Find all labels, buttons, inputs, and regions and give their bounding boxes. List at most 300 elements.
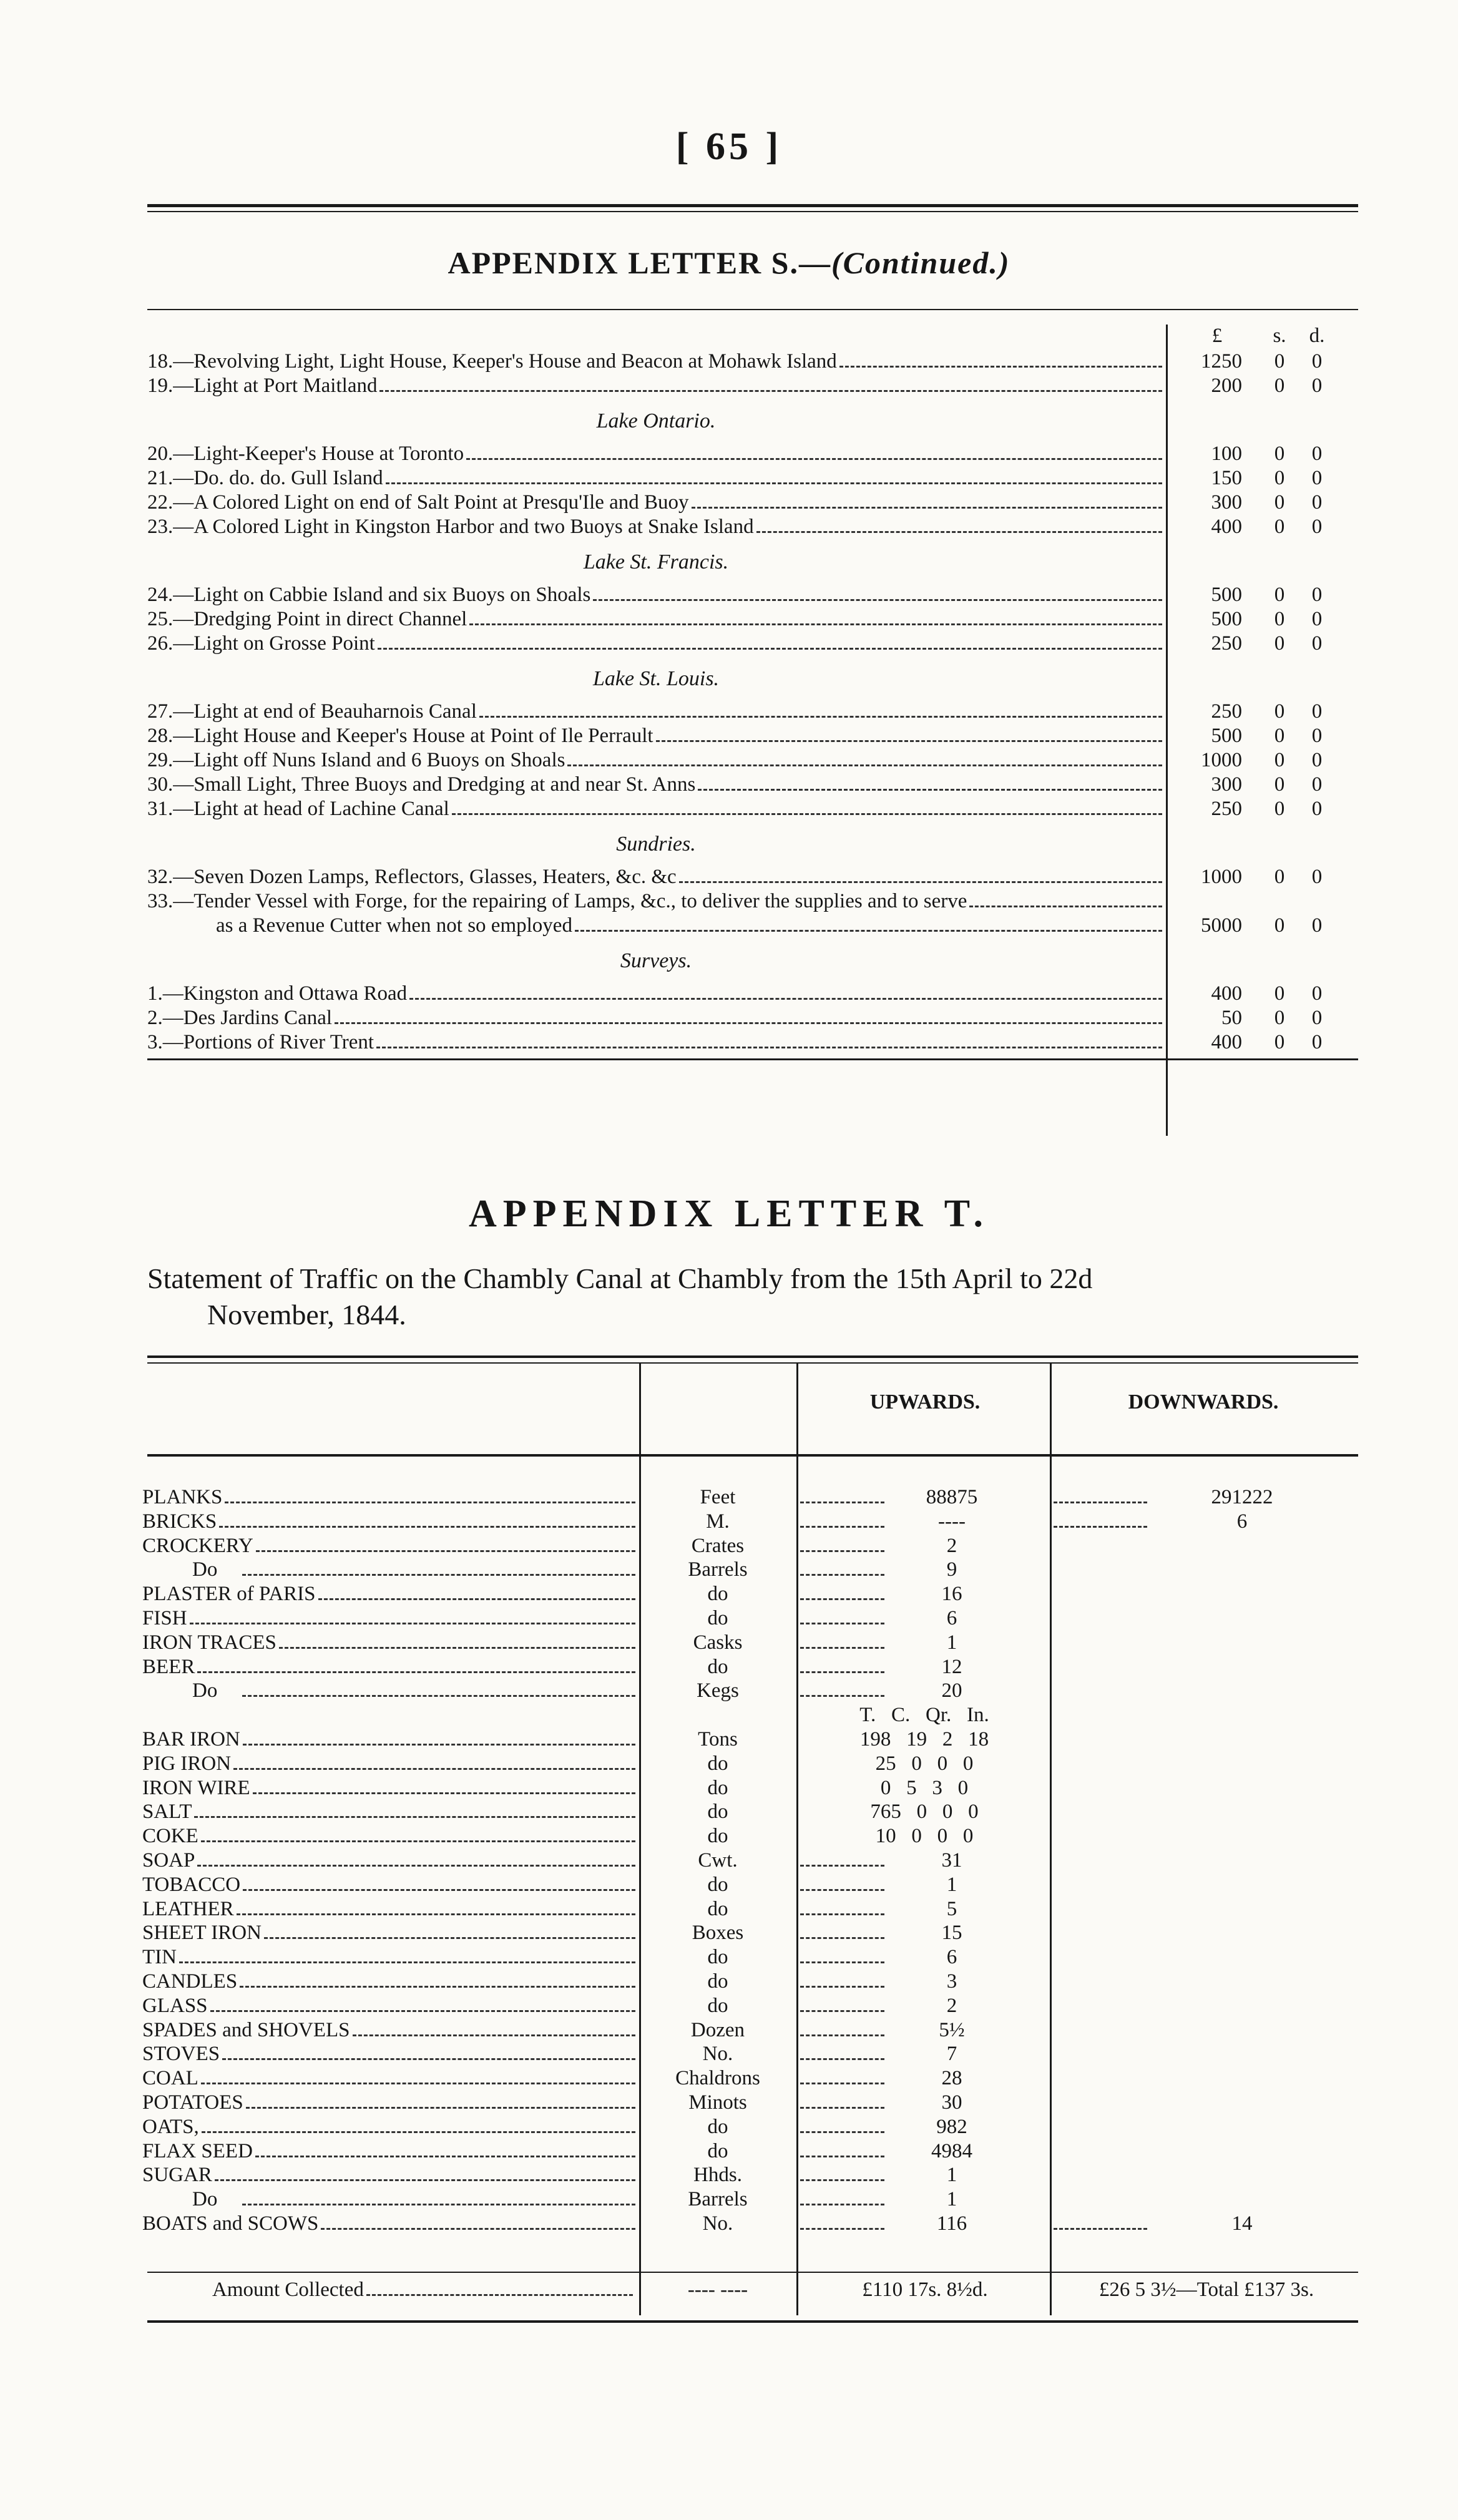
- amount-pounds: 50: [1221, 1007, 1242, 1029]
- total-downwards: £26 5 3½—Total £137 3s.: [1098, 2278, 1314, 2301]
- amount-pounds: 1250: [1201, 350, 1242, 373]
- amount-shillings: 0: [1274, 491, 1285, 514]
- item-name: POTATOES: [142, 2091, 243, 2114]
- currency-header-0: £: [1211, 325, 1223, 347]
- section-heading: Lake St. Louis.: [592, 667, 720, 690]
- leader-dots: [202, 2131, 635, 2133]
- traffic-top-rule: [147, 1355, 1358, 1358]
- total-unit: ---- ----: [687, 2278, 748, 2301]
- traffic-unit: Minots: [688, 2091, 747, 2114]
- appendix-s-title-italic: (Continued.): [831, 245, 1010, 280]
- amount-pence: 0: [1311, 700, 1323, 723]
- amount-shillings: 0: [1274, 773, 1285, 796]
- traffic-item: [142, 1873, 635, 1897]
- amount-shillings: 0: [1274, 608, 1285, 630]
- item-name: BOATS and SCOWS: [142, 2212, 319, 2235]
- upwards-leader: [800, 1865, 884, 1867]
- leader-dots: [240, 1986, 635, 1988]
- currency-header-2: d.: [1309, 325, 1325, 347]
- upwards-leader: [800, 1574, 884, 1576]
- item-name: BEER: [142, 1655, 195, 1678]
- traffic-item: [142, 1848, 635, 1873]
- upwards-value: 7: [946, 2043, 957, 2066]
- appendix-s-bottom-rule: [147, 1058, 1358, 1060]
- row-text: 26.—Light on Grosse Point: [147, 632, 375, 655]
- appendix-s-row: [147, 865, 1165, 889]
- amount-pounds: 300: [1211, 491, 1242, 514]
- amount-pence: 0: [1311, 914, 1323, 937]
- leader-dots: [479, 716, 1162, 718]
- amount-pence: 0: [1311, 866, 1323, 888]
- traffic-item: [142, 1606, 635, 1631]
- leader-dots: [179, 1961, 635, 1963]
- traffic-unit: Casks: [693, 1631, 743, 1654]
- section-heading: Sundries.: [616, 833, 696, 856]
- row-text: 25.—Dredging Point in direct Channel: [147, 608, 467, 630]
- upwards-value: ----: [938, 1510, 966, 1533]
- upwards-leader: [800, 1526, 884, 1528]
- traffic-unit: Dozen: [690, 2018, 745, 2041]
- upwards-leader: [800, 1961, 884, 1963]
- item-name: GLASS: [142, 1994, 208, 2017]
- amount-pence: 0: [1311, 491, 1323, 514]
- row-text: 21.—Do. do. do. Gull Island: [147, 467, 383, 489]
- upwards-value: 88875: [926, 1486, 978, 1508]
- upwards-value: 10 0 0 0: [875, 1825, 974, 1848]
- upwards-value: 0 5 3 0: [880, 1776, 969, 1799]
- amount-shillings: 0: [1274, 374, 1285, 397]
- upwards-value: 1: [946, 2164, 957, 2187]
- leader-dots: [197, 1671, 635, 1673]
- upwards-value: 9: [946, 1558, 957, 1581]
- section-heading: Surveys.: [620, 949, 692, 972]
- appendix-s-title-text: APPENDIX LETTER S.—: [448, 245, 831, 280]
- total-label-text: Amount Collected: [212, 2278, 364, 2301]
- row-text: 1.—Kingston and Ottawa Road: [147, 982, 408, 1005]
- appendix-s-row: [147, 607, 1165, 631]
- item-name: TIN: [142, 1946, 177, 1969]
- leader-dots: [219, 1526, 635, 1528]
- appendix-s-row: [147, 724, 1165, 748]
- leader-dots: [194, 1816, 635, 1818]
- amount-shillings: 0: [1274, 632, 1285, 655]
- upwards-value: 31: [941, 1849, 962, 1872]
- amount-shillings: 0: [1274, 1007, 1285, 1029]
- leader-dots: [452, 813, 1162, 815]
- upwards-leader: [800, 2034, 884, 2036]
- traffic-item: [142, 1824, 635, 1848]
- traffic-item: [142, 1534, 635, 1558]
- traffic-unit: do: [707, 1752, 728, 1775]
- traffic-unit: do: [707, 1873, 728, 1896]
- amount-pounds: 500: [1211, 725, 1242, 747]
- leader-dots: [839, 366, 1162, 368]
- amount-pounds: 400: [1211, 982, 1242, 1005]
- appendix-t-title: APPENDIX LETTER T.: [469, 1193, 989, 1235]
- traffic-item: [142, 1558, 635, 1582]
- traffic-unit: Boxes: [692, 1922, 744, 1945]
- item-name: CANDLES: [142, 1970, 238, 1993]
- row-text: 28.—Light House and Keeper's House at Point of Ile Perrault: [147, 725, 653, 747]
- row-text: 33.—Tender Vessel with Forge, for the repairing of Lamps, &c., to deliver the supplies and to serve: [147, 890, 967, 912]
- row-text: 22.—A Colored Light on end of Salt Point at Presqu'Ile and Buoy: [147, 491, 689, 514]
- bottom-rule: [147, 2320, 1358, 2323]
- leader-dots: [376, 1047, 1162, 1048]
- traffic-item: [142, 2212, 635, 2236]
- upwards-value: 4984: [931, 2139, 972, 2162]
- traffic-unit: Cwt.: [698, 1849, 738, 1872]
- leader-dots: [567, 764, 1162, 766]
- appendix-s-row: [147, 982, 1165, 1005]
- amount-shillings: 0: [1274, 749, 1285, 771]
- traffic-unit: do: [707, 1825, 728, 1848]
- traffic-item: [142, 1800, 635, 1824]
- leader-dots: [201, 2083, 635, 2084]
- leader-dots: [593, 599, 1162, 601]
- traffic-unit: Crates: [691, 1534, 745, 1557]
- traffic-unit: Hhds.: [693, 2164, 742, 2187]
- item-name: STOVES: [142, 2043, 220, 2066]
- traffic-top-rule-thin: [147, 1362, 1358, 1364]
- appendix-s-row: [147, 491, 1165, 514]
- leader-dots: [210, 2010, 635, 2012]
- downwards-value: 291222: [1211, 1486, 1273, 1508]
- item-name: FISH: [142, 1607, 187, 1629]
- traffic-unit: do: [707, 1946, 728, 1969]
- amount-pounds: 500: [1211, 608, 1242, 630]
- amount-pence: 0: [1311, 632, 1323, 655]
- upwards-value: 12: [941, 1655, 962, 1678]
- traffic-item: [142, 1945, 635, 1970]
- traffic-unit: Feet: [700, 1486, 736, 1508]
- upwards-value: 25 0 0 0: [875, 1752, 974, 1775]
- upwards-value: 16: [941, 1583, 962, 1606]
- traffic-unit: Tons: [698, 1728, 738, 1751]
- upwards-leader: [800, 2083, 884, 2084]
- downwards-leader: [1054, 1526, 1147, 1528]
- upwards-leader: [800, 1647, 884, 1649]
- item-name: SOAP: [142, 1849, 195, 1872]
- amount-shillings: 0: [1274, 725, 1285, 747]
- item-name: Do: [192, 1679, 218, 1702]
- amount-shillings: 0: [1274, 442, 1285, 465]
- item-name: SHEET IRON: [142, 1922, 262, 1945]
- amount-shillings: 0: [1274, 584, 1285, 606]
- row-text: 3.—Portions of River Trent: [147, 1031, 374, 1053]
- traffic-unit: do: [707, 1970, 728, 1993]
- traffic-unit: do: [707, 1583, 728, 1606]
- upwards-leader: [800, 2204, 884, 2205]
- col-upwards-header: UPWARDS.: [869, 1390, 981, 1414]
- upwards-leader: [800, 1623, 884, 1624]
- traffic-item: [142, 1631, 635, 1655]
- amount-pounds: 250: [1211, 700, 1242, 723]
- appendix-s-row: [216, 914, 1165, 937]
- appendix-s-row: [147, 515, 1165, 539]
- traffic-item: [142, 1582, 635, 1606]
- traffic-item: [142, 2066, 635, 2091]
- traffic-unit: do: [707, 2139, 728, 2162]
- traffic-unit: Kegs: [697, 1679, 739, 1702]
- item-name: IRON TRACES: [142, 1631, 276, 1654]
- traffic-item: [142, 1485, 635, 1510]
- traffic-item: [142, 1679, 635, 1703]
- leader-dots: [256, 1550, 635, 1552]
- amount-pence: 0: [1311, 350, 1323, 373]
- upwards-leader: [800, 1986, 884, 1988]
- upwards-value: 2: [946, 1534, 957, 1557]
- upwards-value: 5: [946, 1897, 957, 1920]
- item-name: SUGAR: [142, 2164, 212, 2187]
- downwards-leader: [1054, 1502, 1147, 1503]
- leader-dots: [335, 1022, 1162, 1024]
- leader-dots: [190, 1623, 635, 1624]
- leader-dots: [756, 531, 1162, 533]
- amount-shillings: 0: [1274, 1031, 1285, 1053]
- amount-pounds: 1000: [1201, 749, 1242, 771]
- traffic-item: [142, 1970, 635, 1994]
- top-rule: [147, 204, 1358, 207]
- item-name: IRON WIRE: [142, 1776, 250, 1799]
- upwards-leader: [800, 2107, 884, 2109]
- downwards-value: 6: [1236, 1510, 1248, 1533]
- traffic-unit: Barrels: [688, 1558, 748, 1581]
- row-text: 20.—Light-Keeper's House at Toronto: [147, 442, 464, 465]
- row-text: 23.—A Colored Light in Kingston Harbor and two Buoys at Snake Island: [147, 515, 754, 538]
- traffic-unit: do: [707, 1897, 728, 1920]
- traffic-item: [142, 1727, 635, 1752]
- amount-pounds: 200: [1211, 374, 1242, 397]
- divider-unit: [639, 1364, 641, 2315]
- upwards-leader: [800, 1695, 884, 1697]
- leader-dots: [225, 1502, 635, 1503]
- traffic-unit: do: [707, 1655, 728, 1678]
- traffic-unit: Barrels: [688, 2188, 748, 2211]
- traffic-item: [142, 2018, 635, 2043]
- amount-pence: 0: [1311, 608, 1323, 630]
- leader-dots: [253, 1792, 635, 1794]
- divider-downwards: [1050, 1364, 1052, 2315]
- leader-dots: [409, 998, 1162, 1000]
- leader-dots: [378, 648, 1162, 650]
- statement-line-2: November, 1844.: [207, 1299, 406, 1331]
- divider-upwards: [796, 1364, 798, 2315]
- item-name: TOBACCO: [142, 1873, 241, 1896]
- leader-dots: [242, 1695, 635, 1697]
- upwards-value: 20: [941, 1679, 962, 1702]
- traffic-unit: No.: [702, 2212, 733, 2235]
- leader-dots: [201, 1840, 635, 1842]
- upwards-leader: [800, 1937, 884, 1939]
- leader-dots: [243, 1889, 635, 1891]
- upwards-leader: [800, 1889, 884, 1891]
- upwards-value: 1: [946, 1631, 957, 1654]
- upwards-leader: [800, 2058, 884, 2060]
- total-upwards: £110 17s. 8½d.: [862, 2278, 988, 2301]
- amount-pence: 0: [1311, 467, 1323, 489]
- appendix-s-row: [147, 889, 1165, 913]
- leader-dots: [237, 1913, 635, 1915]
- appendix-s-row: [147, 700, 1165, 723]
- downwards-leader: [1054, 2228, 1147, 2230]
- traffic-unit: do: [707, 1994, 728, 2017]
- row-text: 19.—Light at Port Maitland: [147, 374, 378, 397]
- upwards-value: 30: [941, 2091, 962, 2114]
- leader-dots: [469, 623, 1162, 625]
- leader-dots: [386, 482, 1162, 484]
- upwards-leader: [800, 1550, 884, 1552]
- traffic-unit: do: [707, 1776, 728, 1799]
- row-text: 24.—Light on Cabbie Island and six Buoys on Shoals: [147, 584, 591, 606]
- traffic-item: [142, 1752, 635, 1776]
- amount-pounds: 100: [1211, 442, 1242, 465]
- leader-dots: [969, 906, 1162, 907]
- money-column-divider: [1166, 325, 1168, 1136]
- traffic-unit: M.: [706, 1510, 730, 1533]
- traffic-item: [142, 2163, 635, 2187]
- upwards-value: 3: [946, 1970, 957, 1993]
- traffic-item: [142, 1776, 635, 1800]
- row-text: 29.—Light off Nuns Island and 6 Buoys on Shoals: [147, 749, 565, 771]
- upwards-value: 2: [946, 1994, 957, 2017]
- traffic-item: [142, 2091, 635, 2115]
- upwards-value: 116: [936, 2212, 967, 2235]
- upwards-value: 6: [946, 1607, 957, 1629]
- amount-pence: 0: [1311, 725, 1323, 747]
- amount-pence: 0: [1311, 749, 1323, 771]
- item-name: PLANKS: [142, 1486, 223, 1508]
- amount-shillings: 0: [1274, 515, 1285, 538]
- appendix-s-row: [147, 797, 1165, 821]
- row-text: 2.—Des Jardins Canal: [147, 1007, 333, 1029]
- leader-dots: [242, 1574, 635, 1576]
- appendix-t-statement: [147, 1261, 1358, 1333]
- row-text: 31.—Light at head of Lachine Canal: [147, 798, 449, 820]
- leader-dots: [321, 2228, 635, 2230]
- upwards-leader: [800, 2131, 884, 2133]
- leader-dots: [233, 1768, 635, 1770]
- amount-pounds: 1000: [1201, 866, 1242, 888]
- amount-pence: 0: [1311, 798, 1323, 820]
- amount-pence: 0: [1311, 982, 1323, 1005]
- item-name: COAL: [142, 2067, 198, 2090]
- traffic-unit: do: [707, 1800, 728, 1824]
- amount-shillings: 0: [1274, 982, 1285, 1005]
- traffic-item: [142, 1994, 635, 2018]
- row-text: 32.—Seven Dozen Lamps, Reflectors, Glasses, Heaters, &c. &c: [147, 866, 677, 888]
- leader-dots: [318, 1598, 635, 1600]
- appendix-s-row: [147, 466, 1165, 490]
- item-name: BRICKS: [142, 1510, 217, 1533]
- traffic-header-rule: [147, 1454, 1358, 1457]
- item-name: BAR IRON: [142, 1728, 240, 1751]
- item-name: SPADES and SHOVELS: [142, 2018, 350, 2041]
- leader-dots: [575, 930, 1162, 932]
- amount-pounds: 150: [1211, 467, 1242, 489]
- upwards-value: 5½: [939, 2018, 965, 2041]
- amount-pence: 0: [1311, 1031, 1323, 1053]
- amount-pence: 0: [1311, 442, 1323, 465]
- upwards-leader: [800, 2179, 884, 2181]
- appendix-s-row: [147, 349, 1165, 373]
- row-text: 30.—Small Light, Three Buoys and Dredging at and near St. Anns: [147, 773, 696, 796]
- traffic-item: [142, 2115, 635, 2139]
- amount-pounds: 250: [1211, 632, 1242, 655]
- leader-dots: [215, 2179, 635, 2181]
- traffic-item: [142, 1655, 635, 1679]
- upwards-leader: [800, 1671, 884, 1673]
- currency-header-1: s.: [1273, 325, 1286, 347]
- leader-dots: [243, 1744, 635, 1746]
- traffic-item: [142, 2139, 635, 2164]
- row-text: as a Revenue Cutter when not so employed: [216, 914, 572, 937]
- page-number: [ 65 ]: [675, 125, 783, 168]
- amount-pence: 0: [1311, 374, 1323, 397]
- leader-dots: [279, 1647, 635, 1649]
- amount-shillings: 0: [1274, 798, 1285, 820]
- traffic-item: [142, 2042, 635, 2066]
- section-heading: Lake St. Francis.: [583, 550, 729, 574]
- item-name: LEATHER: [142, 1897, 234, 1920]
- item-name: FLAX SEED: [142, 2139, 253, 2162]
- traffic-item: [142, 2187, 635, 2212]
- row-text: 18.—Revolving Light, Light House, Keeper's House and Beacon at Mohawk Island: [147, 350, 837, 373]
- appendix-s-row: [147, 773, 1165, 796]
- statement-line-1: Statement of Traffic on the Chambly Canal at Chambly from the 15th April to 22d: [147, 1262, 1093, 1294]
- leader-dots: [255, 2156, 635, 2157]
- traffic-item: [142, 1510, 635, 1534]
- col-downwards-header: DOWNWARDS.: [1128, 1390, 1279, 1414]
- traffic-unit: No.: [702, 2043, 733, 2066]
- amount-pence: 0: [1311, 1007, 1323, 1029]
- downwards-value: 14: [1231, 2212, 1253, 2235]
- leader-dots: [679, 881, 1162, 883]
- leader-dots: [242, 2204, 635, 2205]
- amount-shillings: 0: [1274, 350, 1285, 373]
- amount-pounds: 400: [1211, 515, 1242, 538]
- upwards-leader: [800, 2010, 884, 2012]
- upwards-value: 15: [941, 1922, 962, 1945]
- traffic-unit: do: [707, 2115, 728, 2138]
- appendix-s-row: [147, 1030, 1165, 1054]
- total-label: [212, 2278, 637, 2302]
- item-name: PLASTER of PARIS: [142, 1583, 316, 1606]
- upwards-value: 765 0 0 0: [870, 1800, 979, 1824]
- leader-dots: [197, 1865, 635, 1867]
- appendix-s-row: [147, 1006, 1165, 1030]
- appendix-s-row: [147, 632, 1165, 655]
- total-rule: [147, 2272, 1358, 2273]
- appendix-s-row: [147, 583, 1165, 607]
- amount-pounds: 300: [1211, 773, 1242, 796]
- upwards-value: 198 19 2 18: [859, 1728, 989, 1751]
- row-text: 27.—Light at end of Beauharnois Canal: [147, 700, 477, 723]
- appendix-s-title: [0, 245, 1458, 281]
- section-heading: Lake Ontario.: [596, 409, 716, 432]
- item-name: PIG IRON: [142, 1752, 232, 1775]
- amount-shillings: 0: [1274, 866, 1285, 888]
- appendix-s-row: [147, 442, 1165, 466]
- leader-dots: [222, 2058, 635, 2060]
- upwards-leader: [800, 1913, 884, 1915]
- amount-pence: 0: [1311, 515, 1323, 538]
- amount-pence: 0: [1311, 773, 1323, 796]
- item-name: COKE: [142, 1825, 198, 1848]
- amount-shillings: 0: [1274, 914, 1285, 937]
- appendix-s-row: [147, 748, 1165, 772]
- leader-dots: [656, 740, 1162, 742]
- appendix-s-header-rule: [147, 309, 1358, 310]
